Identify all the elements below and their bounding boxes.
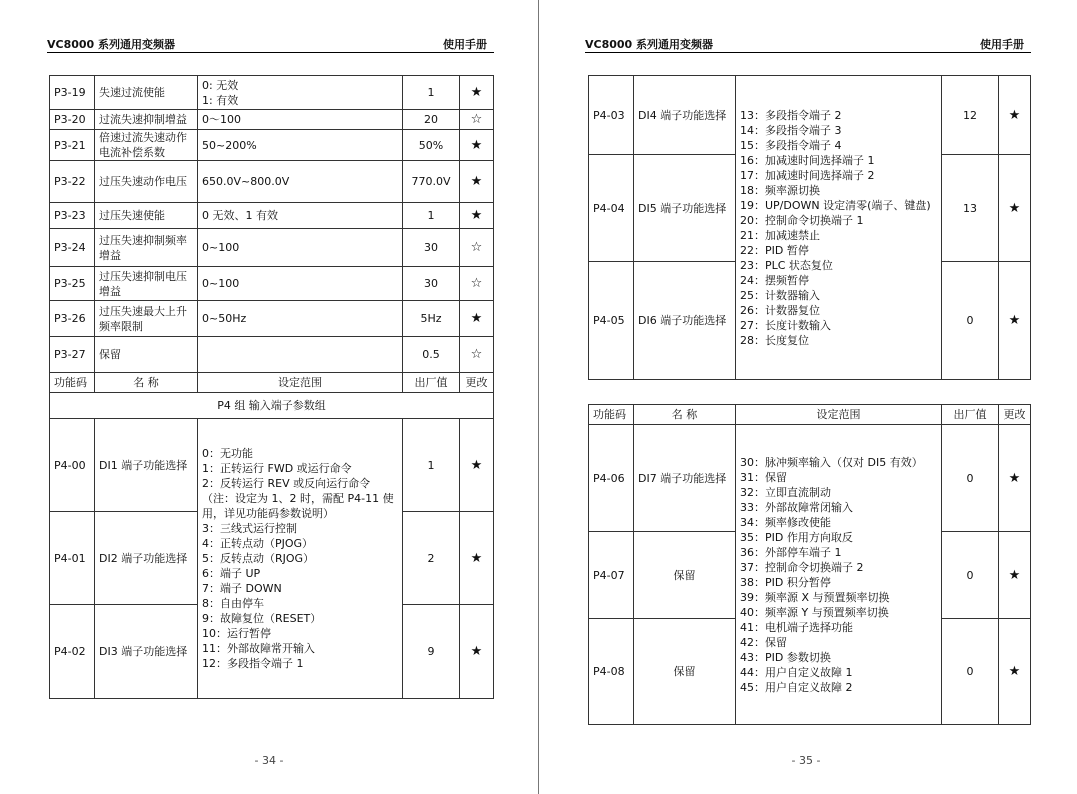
param-name: DI2 端子功能选择 xyxy=(95,512,198,605)
param-default: 0 xyxy=(942,619,999,725)
parameter-table-di4-di6 xyxy=(588,75,1031,380)
param-default: 13 xyxy=(942,155,999,262)
col-name-header: 名 称 xyxy=(95,373,198,393)
param-name: 过压失速抑制电压增益 xyxy=(95,267,198,301)
param-change-mark: ★ xyxy=(460,130,494,161)
page-number: - 35 - xyxy=(791,754,821,767)
header-manual: 使用手册 xyxy=(443,38,487,51)
table-row xyxy=(50,229,494,267)
param-change-mark: ★ xyxy=(460,419,494,512)
param-name: 保留 xyxy=(634,532,736,619)
param-name: DI6 端子功能选择 xyxy=(634,262,736,380)
param-change-mark: ☆ xyxy=(460,267,494,301)
param-default: 770.0V xyxy=(403,161,460,203)
param-name: DI7 端子功能选择 xyxy=(634,425,736,532)
param-change-mark: ★ xyxy=(460,301,494,337)
param-code: P3-25 xyxy=(50,267,95,301)
param-change-mark: ★ xyxy=(999,76,1031,155)
param-code: P4-07 xyxy=(589,532,634,619)
param-code: P3-22 xyxy=(50,161,95,203)
param-name: DI5 端子功能选择 xyxy=(634,155,736,262)
function-options-list: 30：脉冲频率输入（仅对 DI5 有效） 31：保留 32：立即直流制动 33：外部故障常闭输入 34：频率修改使能 35：PID 作用方向取反 36：外部停车端子 1 37：控制命令切换端子 2 38：PID 积分暂停 39：频率源 X 与预置频率切换 40：频率源 Y 与预置频率切换 41：电机端子选择功能 42：保留 43：PID 参数切换 44：用户自定义故障 1 45：用户自定义故障 2 xyxy=(736,425,942,725)
table-row xyxy=(50,203,494,229)
param-code: P4-00 xyxy=(50,419,95,512)
function-options-list: 0：无功能 1：正转运行 FWD 或运行命令 2：反转运行 REV 或反向运行命令 （注：设定为 1、2 时，需配 P4-11 使用，详见功能码参数说明） 3：三线式运行控制 4：正转点动（PJOG） 5：反转点动（RJOG） 6：端子 UP 7：端子 DOWN 8：自由停车 9：故障复位（RESET） 10：运行暂停 11：外部故障常开输入 12：多段指令端子 1 xyxy=(198,419,403,699)
param-name: 保留 xyxy=(634,619,736,725)
param-name: DI4 端子功能选择 xyxy=(634,76,736,155)
col-change-header: 更改 xyxy=(999,405,1031,425)
param-default: 1 xyxy=(403,419,460,512)
parameter-table-di7 xyxy=(588,404,1031,725)
param-name: 失速过流使能 xyxy=(95,76,198,110)
col-change-header: 更改 xyxy=(460,373,494,393)
p4-rows xyxy=(50,419,494,699)
param-default: 20 xyxy=(403,110,460,130)
page-right xyxy=(539,0,1077,794)
param-range: 0~100 xyxy=(198,229,403,267)
column-header-row xyxy=(589,405,1031,425)
param-code: P4-03 xyxy=(589,76,634,155)
param-code: P4-01 xyxy=(50,512,95,605)
param-change-mark: ★ xyxy=(460,76,494,110)
page-left xyxy=(0,0,538,794)
param-change-mark: ★ xyxy=(460,203,494,229)
col-default-header: 出厂值 xyxy=(942,405,999,425)
param-code: P4-06 xyxy=(589,425,634,532)
param-default: 1 xyxy=(403,76,460,110)
table-row xyxy=(50,76,494,110)
param-default: 12 xyxy=(942,76,999,155)
param-name: DI1 端子功能选择 xyxy=(95,419,198,512)
param-change-mark: ★ xyxy=(460,512,494,605)
table-row xyxy=(50,161,494,203)
col-name-header: 名 称 xyxy=(634,405,736,425)
header-rule xyxy=(47,52,494,53)
table-row xyxy=(589,76,1031,155)
param-code: P3-27 xyxy=(50,337,95,373)
param-change-mark: ★ xyxy=(460,605,494,699)
col-range-header: 设定范围 xyxy=(736,405,942,425)
param-range: 0~50Hz xyxy=(198,301,403,337)
table-row xyxy=(50,337,494,373)
table-row xyxy=(50,267,494,301)
param-range: 0～100 xyxy=(198,110,403,130)
col-code-header: 功能码 xyxy=(589,405,634,425)
param-change-mark: ★ xyxy=(999,532,1031,619)
param-code: P3-19 xyxy=(50,76,95,110)
param-name: DI3 端子功能选择 xyxy=(95,605,198,699)
param-range: 0~100 xyxy=(198,267,403,301)
param-code: P4-05 xyxy=(589,262,634,380)
param-default: 0 xyxy=(942,425,999,532)
column-header-row xyxy=(50,373,494,393)
param-default: 9 xyxy=(403,605,460,699)
param-default: 0.5 xyxy=(403,337,460,373)
param-default: 0 xyxy=(942,532,999,619)
table-row xyxy=(50,301,494,337)
param-code: P4-08 xyxy=(589,619,634,725)
param-change-mark: ★ xyxy=(999,619,1031,725)
param-name: 过压失速动作电压 xyxy=(95,161,198,203)
param-default: 0 xyxy=(942,262,999,380)
param-code: P3-24 xyxy=(50,229,95,267)
param-default: 2 xyxy=(403,512,460,605)
param-default: 30 xyxy=(403,229,460,267)
p3-rows xyxy=(50,76,494,373)
param-range: 0: 无效 1: 有效 xyxy=(198,76,403,110)
param-change-mark: ☆ xyxy=(460,229,494,267)
param-change-mark: ★ xyxy=(999,155,1031,262)
param-name: 倍速过流失速动作电流补偿系数 xyxy=(95,130,198,161)
table-row xyxy=(589,425,1031,532)
header-title: VC8000 系列通用变频器 xyxy=(47,38,176,51)
param-code: P4-04 xyxy=(589,155,634,262)
col-code-header: 功能码 xyxy=(50,373,95,393)
param-range: 650.0V~800.0V xyxy=(198,161,403,203)
header-title: VC8000 系列通用变频器 xyxy=(585,38,714,51)
function-options-list: 13：多段指令端子 2 14：多段指令端子 3 15：多段指令端子 4 16：加减速时间选择端子 1 17：加减速时间选择端子 2 18：频率源切换 19：UP/DOWN 设定清零(端子、键盘) 20：控制命令切换端子 1 21：加减速禁止 22：PID 暂停 23：PLC 状态复位 24：摆频暂停 25：计数器输入 26：计数器复位 27：长度计数输入 28：长度复位 xyxy=(736,76,942,380)
table-row xyxy=(50,110,494,130)
param-name: 过压失速最大上升频率限制 xyxy=(95,301,198,337)
param-change-mark: ★ xyxy=(999,425,1031,532)
param-default: 50% xyxy=(403,130,460,161)
param-range: 0 无效、1 有效 xyxy=(198,203,403,229)
param-code: P3-26 xyxy=(50,301,95,337)
param-name: 保留 xyxy=(95,337,198,373)
page-number: - 34 - xyxy=(254,754,284,767)
param-range: 50~200% xyxy=(198,130,403,161)
parameter-table-left xyxy=(49,75,494,699)
group-title: P4 组 输入端子参数组 xyxy=(50,393,494,419)
param-code: P3-20 xyxy=(50,110,95,130)
param-change-mark: ★ xyxy=(999,262,1031,380)
param-change-mark: ☆ xyxy=(460,110,494,130)
header-manual: 使用手册 xyxy=(980,38,1024,51)
param-name: 过压失速抑制频率增益 xyxy=(95,229,198,267)
param-change-mark: ★ xyxy=(460,161,494,203)
param-name: 过压失速使能 xyxy=(95,203,198,229)
param-change-mark: ☆ xyxy=(460,337,494,373)
col-range-header: 设定范围 xyxy=(198,373,403,393)
group-title-row xyxy=(50,393,494,419)
param-default: 1 xyxy=(403,203,460,229)
param-name: 过流失速抑制增益 xyxy=(95,110,198,130)
header-rule xyxy=(585,52,1031,53)
table-row xyxy=(50,419,494,512)
param-default: 30 xyxy=(403,267,460,301)
param-default: 5Hz xyxy=(403,301,460,337)
col-default-header: 出厂值 xyxy=(403,373,460,393)
param-code: P3-21 xyxy=(50,130,95,161)
param-code: P4-02 xyxy=(50,605,95,699)
param-code: P3-23 xyxy=(50,203,95,229)
table-row xyxy=(50,130,494,161)
param-range xyxy=(198,337,403,373)
